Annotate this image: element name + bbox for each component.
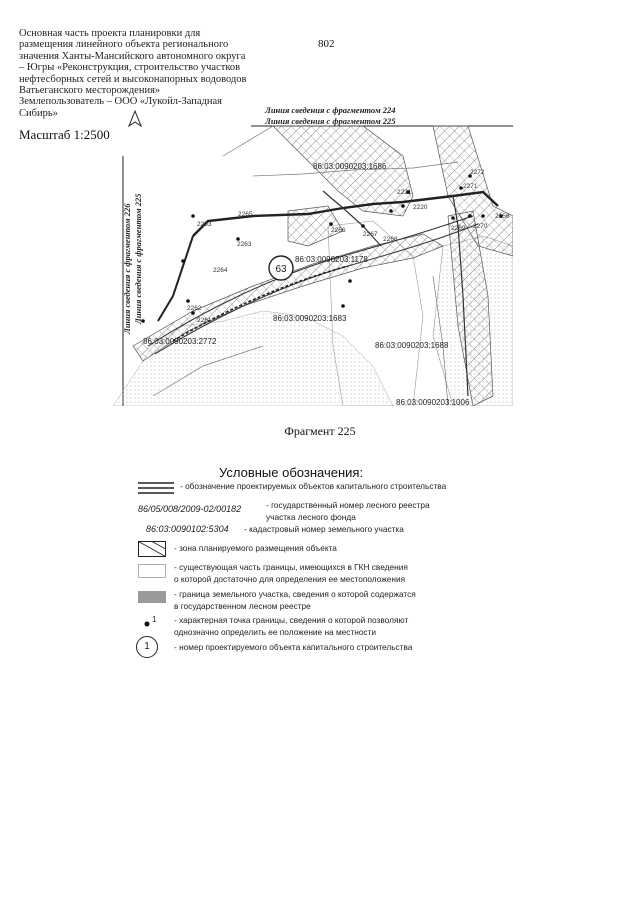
cadastral-label: 86:03:0090203:1006 xyxy=(396,398,470,406)
cadastral-label: 86:03:0090203:1688 xyxy=(375,341,449,350)
point-label: 2269 xyxy=(451,225,466,232)
point-label: 2265 xyxy=(238,211,253,218)
point-label: 2270 xyxy=(473,223,488,230)
header-line: Сибирь» xyxy=(19,107,58,119)
point-label: 2156 xyxy=(495,213,510,220)
legend-text-line: - существующая часть границы, имеющихся в ГКН сведения xyxy=(174,562,408,572)
header-line: значения Ханты-Мансийского автономного округа xyxy=(19,50,246,62)
point-label: 2220 xyxy=(413,204,428,211)
legend-item-forest-border xyxy=(134,589,514,615)
legend-sample-forest-number: 86/05/008/2009-02/00182 xyxy=(138,504,242,514)
cadastral-label: 86:03:0090203:1178 xyxy=(295,255,368,264)
point-label: 2261 xyxy=(197,317,212,324)
legend-symbol-zone xyxy=(138,541,166,557)
boundary-point xyxy=(341,304,345,308)
point-label: 2221 xyxy=(397,189,412,196)
legend-symbol-existing-border xyxy=(138,564,166,578)
legend-sample-cadastral: 86:03:0090102:5304 xyxy=(146,524,229,534)
boundary-point xyxy=(451,216,455,220)
land-area xyxy=(113,311,393,406)
map-svg xyxy=(113,96,513,406)
cadastral-boundary xyxy=(223,126,273,156)
legend-symbol-point xyxy=(142,619,152,629)
legend-text: - кадастровый номер земельного участка xyxy=(244,524,404,534)
legend-text-line: - граница земельного участка, сведения о которой содержатся xyxy=(174,589,416,599)
point-label: 2264 xyxy=(213,267,228,274)
legend-text-line: участка лесного фонда xyxy=(266,511,356,522)
legend-item-zone xyxy=(134,541,514,559)
header-line: Основная часть проекта планировки для xyxy=(19,28,201,39)
legend-text: - номер проектируемого объекта капитального строительства xyxy=(174,642,413,652)
fragment-caption: Фрагмент 225 xyxy=(284,424,356,438)
legend-item-object-number xyxy=(134,636,514,658)
boundary-point xyxy=(329,222,333,226)
header-line: нефтесборных сетей и высоконапорных водоводов xyxy=(19,73,247,85)
match-line-label: Линия сведения с фрагментом 225 xyxy=(133,193,143,324)
match-line-label: Линия сведения с фрагментом 225 xyxy=(265,116,396,126)
boundary-point xyxy=(186,299,190,303)
boundary-point xyxy=(361,224,365,228)
legend-symbol-object-circle: 1 xyxy=(136,636,158,658)
boundary-point xyxy=(468,214,472,218)
legend-sample-point-number: 1 xyxy=(152,615,157,624)
legend-text-line: о которой достаточно для определения ее местоположения xyxy=(174,573,406,584)
point-label: 2263 xyxy=(237,241,252,248)
cadastral-label: 86:03:0090203:2772 xyxy=(143,337,217,346)
header-line: Ватьеганского месторождения» xyxy=(19,85,161,97)
legend-symbol-thick-lines xyxy=(138,480,174,496)
boundary-point xyxy=(348,279,352,283)
legend-title: Условные обозначения: xyxy=(219,465,364,480)
point-label: 2266 xyxy=(331,227,346,234)
legend-item-forest-registry xyxy=(134,500,514,526)
point-label: 2268 xyxy=(383,236,398,243)
boundary-point xyxy=(481,214,485,218)
match-line-label: Линия сведения с фрагментом 224 xyxy=(265,105,396,115)
legend-text xyxy=(266,500,506,524)
boundary-point xyxy=(191,214,195,218)
legend-text: - зона планируемого размещения объекта xyxy=(174,543,337,553)
legend-item-projected xyxy=(134,480,514,502)
boundary-point xyxy=(181,259,185,263)
legend-item-cadastral xyxy=(134,524,514,538)
point-label: 2271 xyxy=(463,183,478,190)
legend-text xyxy=(174,562,504,586)
legend-text-line: - государственный номер лесного реестра xyxy=(266,500,430,510)
match-line-label: Линия сведения с фрагментом 226 xyxy=(122,203,132,334)
legend-text-line: в государственном лесном реестре xyxy=(174,600,311,611)
point-label: 2267 xyxy=(363,231,378,238)
header-line: Землепользователь – ООО «Лукойл-Западная xyxy=(19,96,222,108)
map-fragment xyxy=(113,96,513,406)
point-label: 2262 xyxy=(187,305,202,312)
header-line: размещения линейного объекта регионального xyxy=(19,39,229,51)
map-scale: Масштаб 1:2500 xyxy=(19,127,110,142)
north-arrow-icon xyxy=(128,110,142,128)
boundary-point xyxy=(389,209,393,213)
header-line: – Югры «Реконструкция, строительство участков xyxy=(19,62,241,74)
cadastral-label: 86:03:0090203:1683 xyxy=(273,314,347,323)
object-number: 63 xyxy=(275,264,287,275)
point-label: 2253 xyxy=(197,221,212,228)
legend-symbol-forest-border xyxy=(138,591,166,603)
legend-item-existing-border xyxy=(134,562,514,588)
legend-text: - обозначение проектируемых объектов капитального строительства xyxy=(180,481,447,491)
legend-text-line: однозначно определить ее положение на местности xyxy=(174,626,377,637)
page-number: 802 xyxy=(318,38,335,50)
boundary-point xyxy=(401,204,405,208)
legend-text xyxy=(174,589,504,613)
legend-text-line: - характерная точка границы, сведения о которой позволяют xyxy=(174,615,409,625)
point-label: 2272 xyxy=(470,169,485,176)
cadastral-label: 86:03:0090203:1686 xyxy=(313,162,387,171)
